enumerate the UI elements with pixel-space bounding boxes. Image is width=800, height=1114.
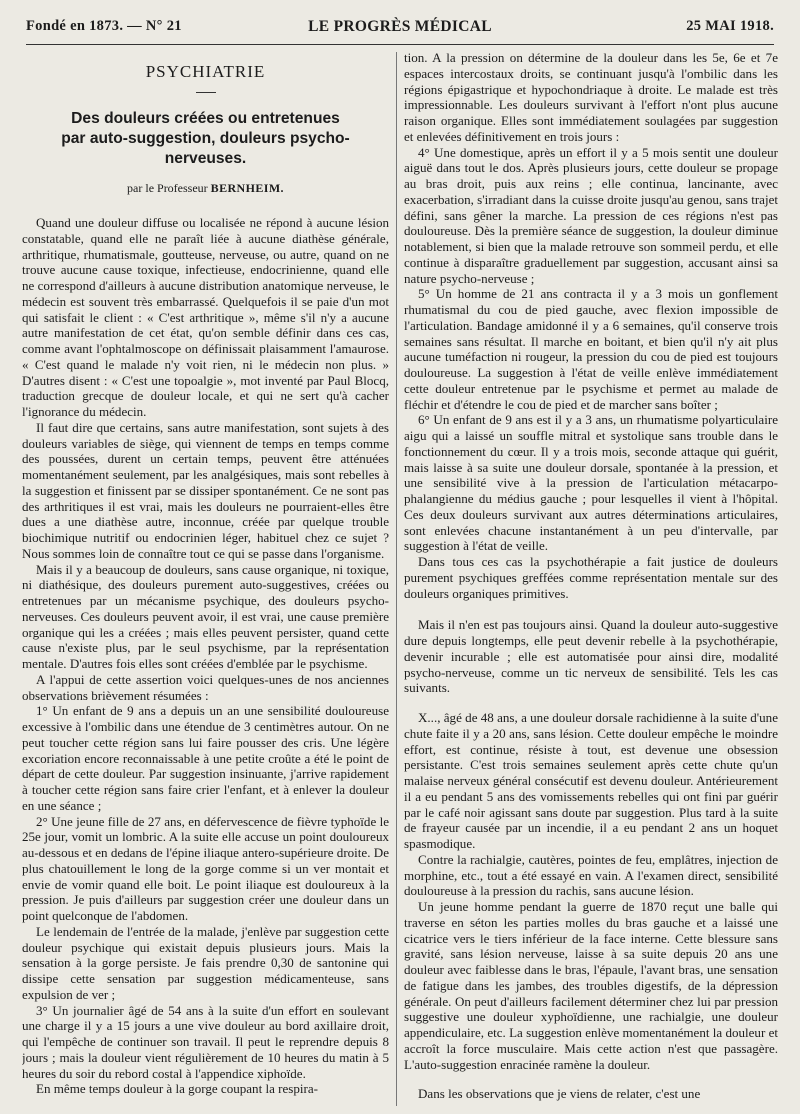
paragraph: Le lendemain de l'entrée de la malade, j'enlève par suggestion cette douleur psychique qui existait depuis plusieurs jours. Mais la sensation à la gorge persiste. Je fais prendre 0,30 de santonine qui dissipe cette sensation par suggestion médicamenteuse, sans expulsion de ver ; <box>22 923 389 1002</box>
section-rule <box>196 92 216 93</box>
paragraph: Il faut dire que certains, sans autre manifestation, sont sujets à des douleurs variables de siège, qui viennent de temps en temps comme des poussées, durent un certain temps, peuvent être atténuées momentanément seulement, par les analgésiques, mais sont rebelles à la suggestion et finissent par se dissiper spontanément. Ce ne sont pas des arthritiques il est vrai, mais les douleurs ne pourraient-elles être dues a une diathèse autre, inconnue, créée par quelque trouble biochimique nutritif ou endocrinien léger, habituel chez ce sujet ? Nous sommes loin de connaître tout ce qui se passe dans l'organisme. <box>22 419 389 561</box>
article-title-line-2: par auto-suggestion, douleurs psycho-nerveuses. <box>61 130 350 167</box>
left-column <box>22 50 389 1108</box>
paragraph: 2° Une jeune fille de 27 ans, en défervescence de fièvre typhoïde le 25e jour, vomit un lombric. A la suite elle accuse un point douloureux au-dessous et en dedans de l'épine iliaque antero-supérieure droite. De plus chatouillement le long de la gorge comme si un ver montait et envie de vomir quand elle boit. Le point iliaque est douloureux à la pression. Je puis d'ailleurs par suggestion créer une douleur dans un point quelconque de l'abdomen. <box>22 813 389 923</box>
right-column <box>404 50 778 1108</box>
paragraph: En même temps douleur à la gorge coupant la respira- <box>36 1081 318 1097</box>
paragraph: 3° Un journalier âgé de 54 ans à la suite d'un effort en soulevant une charge il y a 15 jours a une vive douleur au bord axillaire droit, qui l'empêche de continuer son travail. Il peut le reprendre depuis 8 jours ; mais la douleur vient régulièrement de 10 heures du matin à 5 heures du soir du rebord costal à l'appendice xiphoïde. <box>22 1002 389 1081</box>
article-title-line-1: Des douleurs créées ou entretenues <box>71 110 340 127</box>
paragraph: Quand une douleur diffuse ou localisée ne répond à aucune lésion constatable, quand elle ne paraît liée à aucune diathèse générale, arthritique, rhumatismale, goutteuse, nerveuse, ou autre, quand on ne trouve aucune cause toxique, infectieuse, endocrinienne, quand elle ne correspond d'ailleurs à aucune distribution anatomique nerveuse, le médecin est souvent très embarrassé. Quelquefois il se paie d'un mot qui satisfait le client : « C'est arthritique », même s'il n'y a aucune autre manifestation de cet état, qu'on semble définir dans ces cas, comme avant l'ophtalmoscope on définissait plaisamment l'amaurose. « C'est quand le malade n'y voit rien, ni le médecin non plus. » D'autres disent : « C'est une topoalgie », mot inventé par Paul Blocq, traduction grecque de douleur locale, et qui ne sert qu'à cacher l'ignorance du médecin. <box>22 215 389 419</box>
paragraph: A l'appui de cette assertion voici quelques-unes de nos anciennes observations brièvement résumées : <box>22 671 389 703</box>
paragraph: 6° Un enfant de 9 ans est il y a 3 ans, un rhumatisme polyarticulaire aigu qui a laissé un souffle mitral et systolique sans trouble dans le fonctionnement du cœur. Il y a trois mois, seconde attaque qui guérit, mais laisse à sa suite une douleur dorsale, spontanée à la pression, et une sensibilité vive à la pression de l'articulation métacarpo-phalangienne du médius gauche ; pour lesquelles il vient à l'hôpital. Ces deux douleurs survivant aux autres déterminations articulaires, sont enlevées chacune instantanément à un peu d'intervalle, par suggestion à l'état de veille. <box>404 412 778 554</box>
paragraph: Dans tous ces cas la psychothérapie a fait justice de douleurs purement psychiques greffées comme représentation mentale sur des douleurs organiques primitives. <box>404 554 778 601</box>
column-divider <box>396 52 397 1106</box>
section-title: PSYCHIATRIE <box>145 62 266 81</box>
paragraph: Mais il n'en est pas toujours ainsi. Quand la douleur auto-suggestive dure depuis longtemps, elle peut devenir rebelle à la psychothérapie, devenir incurable ; elle est automatisée pour ainsi dire, modalité psycho-nerveuse, comme un tic nerveux de sensibilité. Tels les cas suivants. <box>404 617 778 696</box>
paragraph: Un jeune homme pendant la guerre de 1870 reçut une balle qui traverse en séton les parties molles du bras gauche et a laissé une cicatrice vers le tiers inférieur de la face interne. Cette blessure sans gravité, sans lésion nerveuse, laisse à sa suite depuis 20 ans une douleur avec faiblesse dans le bras, l'épaule, l'avant bras, une sensation de fatigue dans les jambes, des troubles digestifs, de la dépression générale. On peut d'ailleurs facilement déterminer chez lui par pression suggestive une douleur xyphoïdienne, une rachialgie, une douleur appendiculaire, etc. La suggestion enlève momentanément la douleur et accroît la force musculaire. Mais cette action n'est que passagère. L'auto-suggestion enracinée ramène la douleur. <box>404 899 778 1072</box>
paragraph: X..., âgé de 48 ans, a une douleur dorsale rachidienne à la suite d'une chute faite il y a 20 ans, sans lésion. Cette douleur empêche le moindre effort, est continue, résiste à tout, est devenue une obsession persistante. C'est trois semaines seulement après cette chute qu'un malaise nerveux général consécutif est devenu douleur. Antérieurement il a eu pendant 5 ans des vomissements rebelles qui ont fini par guérir par le café noir agissant sans doute par suggestion. Plus tard à la suite de frayeur causée par un incendie, il a eu pendant 2 ans un hoquet spasmodique. <box>404 710 778 851</box>
running-header <box>26 18 774 40</box>
byline-prefix: par le Professeur <box>127 181 208 195</box>
paragraph: Dans les observations que je viens de relater, c'est une <box>418 1086 701 1102</box>
paragraph: 1° Un enfant de 9 ans a depuis un an une sensibilité douloureuse excessive à l'ombilic dans une étendue de 3 centimètres autour. On ne peut toucher cette région sans lui faire pousser des cris. Une légère excoriation encore reconnaissable à une petite croûte a été le point de départ de cette douleur. Par suggestion insinuante, j'arrive rapidement à toucher cette région sans faire crier l'enfant, et à enlever la douleur en une séance ; <box>22 703 389 813</box>
byline <box>22 181 389 196</box>
paragraph: Contre la rachialgie, cautères, pointes de feu, emplâtres, injection de morphine, etc., tout a été essayé en vain. A l'examen direct, sensibilité douloureuse à la pression du rachis, sans aucune lésion. <box>404 851 778 899</box>
journal-title: LE PROGRÈS MÉDICAL <box>308 18 492 35</box>
paragraph: tion. A la pression on détermine de la douleur dans les 5e, 6e et 7e espaces intercostaux droits, se continuant jusqu'à l'ombilic dans les régions épigastrique et hypochondriaque à droite. Le malade est très impressionnable. Les douleurs survivant à l'effort n'ont plus aucune raison organique. Elles sont immédiatement soulagées par suggestion et enlevées définitivement en trois jours : <box>404 50 778 144</box>
founding-issue-label: Fondé en 1873. — N° 21 <box>26 18 182 34</box>
header-rule <box>26 44 774 45</box>
paragraph: 5° Un homme de 21 ans contracta il y a 3 mois un gonflement rhumatismal du cou de pied gauche, avec flexion impossible de l'articulation. Bandage amidonné il y a 6 semaines, qu'il conserve trois semaines sans résultat. Il marche en boitant, et bien qu'il n'y ait plus aucune tuméfaction ni rougeur, la pression du cou de pied est toujours douloureuse. La suggestion à l'état de veille enlève immédiatement cette douleur entretenue par le psychisme et permet au malade de fléchir et d'étendre le cou de pied et de marcher sans boîter ; <box>404 286 778 412</box>
paragraph: 4° Une domestique, après un effort il y a 5 mois sentit une douleur aiguë dans tout le dos. Après plusieurs jours, cette douleur se propage au bras droit, puis aux reins ; elle continua, lancinante, avec exacerbation, s'irradiant dans la cuisse droite jusqu'au genou, sans trajet défini, sans gêner la marche. La pression de ces régions n'est pas douloureuse. Dès la première séance de suggestion, la douleur diminue notablement, si bien que la malade retrouve son sommeil perdu, et elle continue à disparaître graduellement par suggestion, accusant ainsi sa nature psycho-nerveuse ; <box>404 144 778 286</box>
author-name: BERNHEIM. <box>210 181 284 195</box>
paragraph: Mais il y a beaucoup de douleurs, sans cause organique, ni toxique, ni diathésique, des douleurs purement auto-suggestives, créées ou entretenues par un mécanisme psychique, des douleurs psycho-nerveuses. Ces douleurs peuvent avoir, il est vrai, une cause première organique qui les a créées ; mais elles peuvent persister, quand cette cause n'existe plus, par le seul psychisme, par la représentation mentale. D'autres fois elles sont créées d'emblée par le psychisme. <box>22 561 389 671</box>
issue-date: 25 MAI 1918. <box>686 18 774 34</box>
